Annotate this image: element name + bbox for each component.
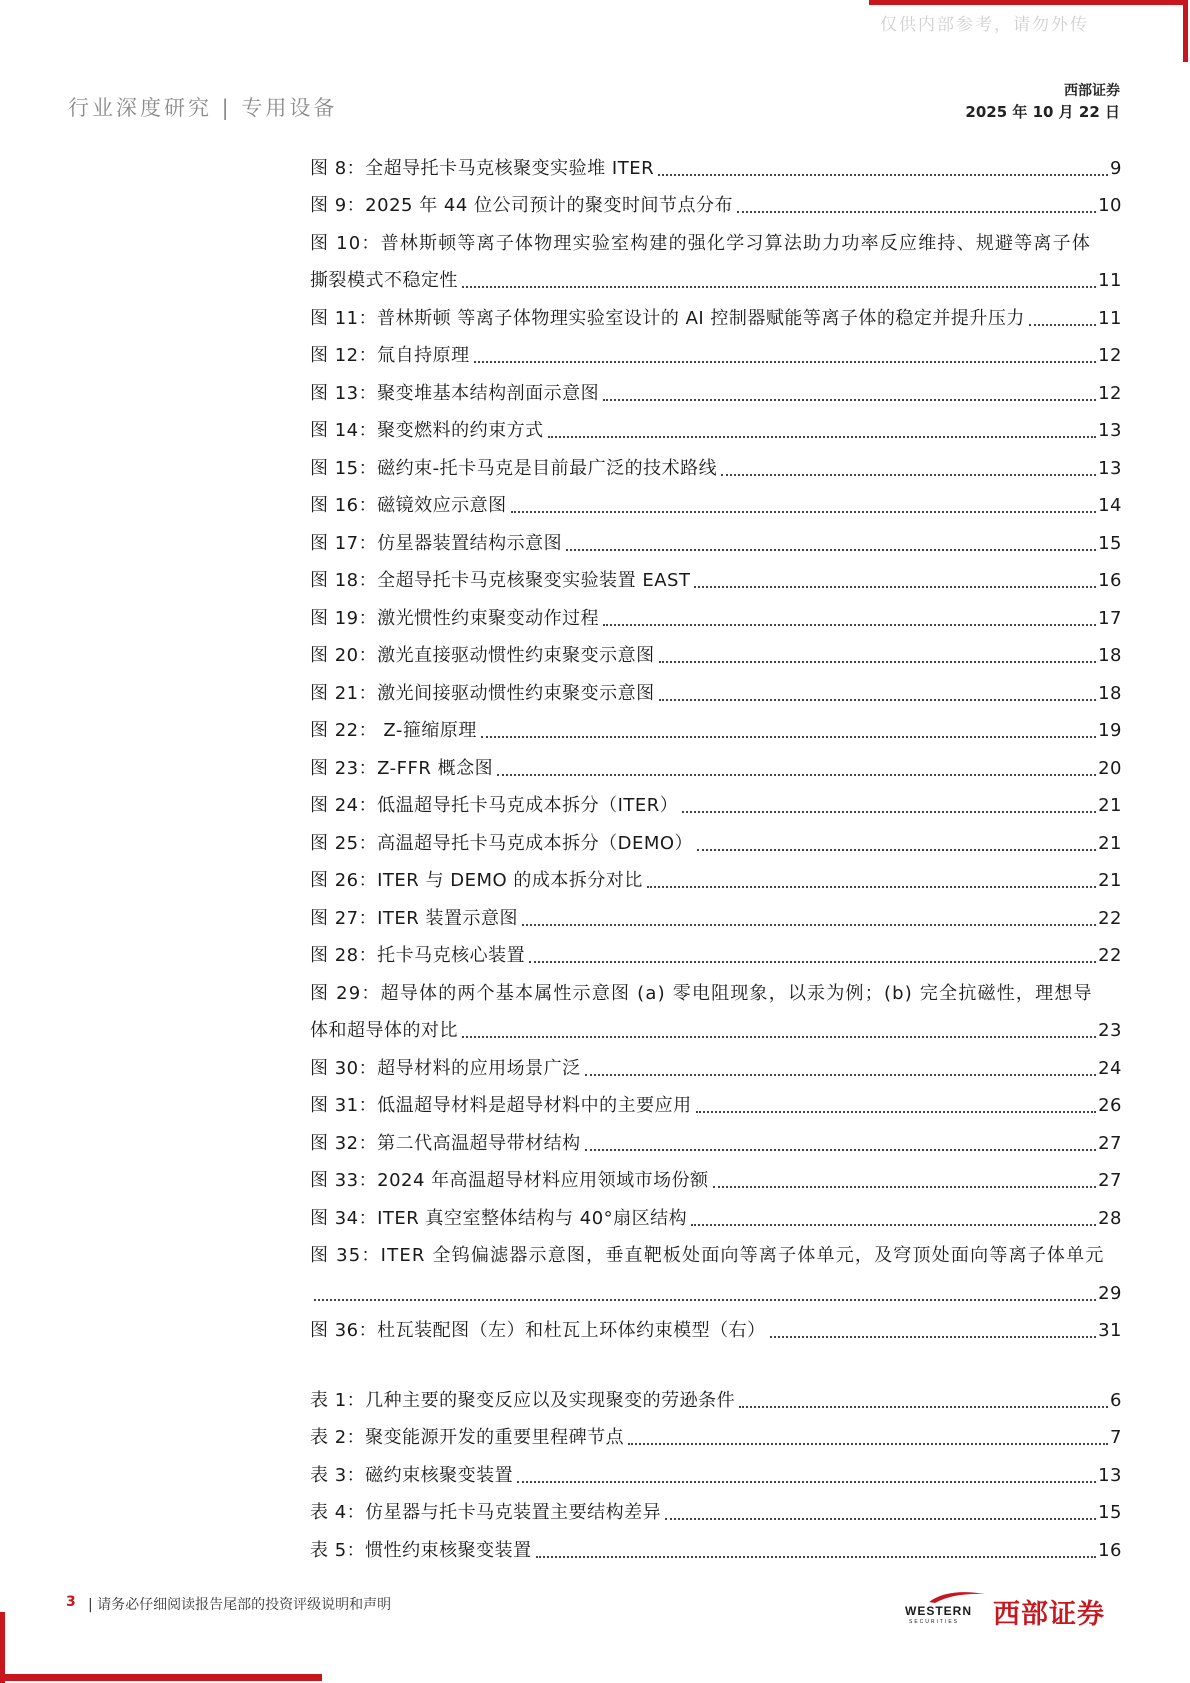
toc-entry-page: 28 [1098, 1207, 1122, 1229]
toc-entry-label: 图 29：超导体的两个基本属性示意图 (a) 零电阻现象，以汞为例；(b) 完全抗磁性，理想导 [310, 982, 1093, 1004]
toc-entry-page: 23 [1098, 1020, 1122, 1041]
toc-entry-page: 15 [1098, 1502, 1122, 1523]
toc-leader-dots [566, 548, 1096, 551]
toc-entry[interactable] [310, 932, 1122, 970]
toc-leader-dots [529, 960, 1096, 963]
toc-entry-page: 13 [1098, 420, 1122, 441]
toc-entry-page: 14 [1098, 495, 1122, 516]
toc-entry-label: 图 35：ITER 全钨偏滤器示意图，垂直靶板处面向等离子体单元，及穹顶处面向等离子体单元 [310, 1245, 1105, 1266]
toc-entry-label: 图 21：激光间接驱动惯性约束聚变示意图 [310, 682, 655, 704]
toc-leader-dots [691, 1223, 1096, 1226]
toc-entry-label: 表 2：聚变能源开发的重要里程碑节点 [310, 1427, 625, 1448]
toc-leader-dots [658, 173, 1108, 176]
toc-entry-page: 24 [1098, 1057, 1122, 1079]
toc-entry-page: 22 [1098, 945, 1122, 966]
toc-leader-dots [659, 660, 1096, 663]
toc-entry[interactable] [310, 1007, 1122, 1045]
footer-bottom-bar [0, 1674, 322, 1681]
toc-entry-label: 图 14：聚变燃料的约束方式 [310, 420, 544, 441]
toc-entry-label: 图 24：低温超导托卡马克成本拆分（ITER） [310, 795, 679, 816]
toc-leader-dots [1029, 323, 1096, 326]
toc-entry[interactable] [310, 894, 1122, 932]
toc-leader-dots [739, 1405, 1108, 1408]
toc-entry-page: 20 [1098, 757, 1122, 779]
toc-entry-page: 19 [1098, 720, 1122, 741]
top-frame-bar [869, 0, 1188, 5]
footer-left-bar [0, 1612, 5, 1683]
toc-entry[interactable] [310, 669, 1122, 707]
toc-entry-page: 22 [1098, 907, 1122, 929]
toc-entry-label: 图 10：普林斯顿等离子体物理实验室构建的强化学习算法助力功率反应维持、规避等离子体 [310, 232, 1092, 254]
logo-english: WESTERN [905, 1604, 972, 1618]
toc-entry-page: 10 [1098, 195, 1122, 216]
toc-entry[interactable] [310, 1119, 1122, 1157]
toc-entry-page: 18 [1098, 645, 1122, 666]
toc-entry[interactable] [310, 294, 1122, 332]
toc-leader-dots [647, 885, 1096, 888]
toc-entry-label: 图 11：普林斯顿 等离子体物理实验室设计的 AI 控制器赋能等离子体的稳定并提升压力 [310, 307, 1025, 329]
toc-entry-label: 图 27：ITER 装置示意图 [310, 907, 519, 929]
toc-leader-dots [474, 360, 1096, 363]
toc-leader-dots [659, 698, 1096, 701]
toc-entry-label: 图 22： Z-箍缩原理 [310, 720, 477, 741]
toc-entry-label: 图 25：高温超导托卡马克成本拆分（DEMO） [310, 832, 694, 854]
logo-swoosh-icon [927, 1590, 987, 1604]
toc-entry-label: 图 26：ITER 与 DEMO 的成本拆分对比 [310, 870, 643, 891]
toc-entry-label: 图 28：托卡马克核心装置 [310, 945, 526, 966]
toc-entry[interactable] [310, 332, 1122, 370]
footer-notice: | 请务必仔细阅读报告尾部的投资评级说明和声明 [88, 1597, 392, 1613]
page-number: 3 [66, 1594, 76, 1610]
toc-entry[interactable] [310, 1269, 1122, 1307]
toc-entry-label: 图 18：全超导托卡马克核聚变实验装置 EAST [310, 570, 691, 591]
toc-leader-dots [536, 1555, 1096, 1558]
toc-leader-dots [770, 1335, 1096, 1338]
toc-entry[interactable] [310, 1082, 1122, 1120]
toc-leader-dots [696, 1110, 1096, 1113]
toc-entry[interactable] [310, 407, 1122, 445]
toc-leader-dots [713, 1185, 1096, 1188]
toc-entry-label: 图 9：2025 年 44 位公司预计的聚变时间节点分布 [310, 195, 734, 216]
toc-leader-dots [603, 398, 1096, 401]
toc-entry-page: 18 [1098, 682, 1122, 704]
toc-entry[interactable] [310, 707, 1122, 745]
toc-leader-dots [462, 1035, 1096, 1038]
toc-entry-page: 11 [1098, 270, 1122, 291]
toc-entry[interactable] [310, 1232, 1122, 1270]
toc-entry-label: 图 36：杜瓦装配图（左）和杜瓦上环体约束模型（右） [310, 1320, 766, 1341]
toc-entry-page: 17 [1098, 607, 1122, 629]
toc-entry-page: 16 [1098, 1539, 1122, 1561]
toc-entry-page: 27 [1098, 1170, 1122, 1191]
toc-entry[interactable] [310, 1526, 1122, 1564]
toc-entry[interactable] [310, 1451, 1122, 1489]
toc-entry[interactable] [310, 482, 1122, 520]
toc-leader-dots [721, 473, 1096, 476]
toc-entry[interactable] [310, 1044, 1122, 1082]
toc-entry[interactable] [310, 1307, 1122, 1345]
toc-entry[interactable] [310, 219, 1122, 257]
toc-entry-page: 9 [1110, 157, 1122, 179]
toc-entry-label: 图 12：氚自持原理 [310, 345, 470, 366]
toc-entry-label: 图 13：聚变堆基本结构剖面示意图 [310, 382, 600, 404]
toc-entry-label: 图 32：第二代高温超导带材结构 [310, 1132, 581, 1154]
toc-entry[interactable] [310, 1376, 1122, 1414]
western-securities-logo [905, 1590, 1120, 1628]
toc-entry-page: 11 [1098, 307, 1122, 329]
toc-entry[interactable] [310, 444, 1122, 482]
toc-leader-dots [511, 510, 1096, 513]
toc-entry-label: 体和超导体的对比 [310, 1020, 458, 1041]
toc-entry-page: 15 [1098, 532, 1122, 554]
toc-leader-dots [585, 1148, 1096, 1151]
toc-leader-dots [665, 1517, 1096, 1520]
toc-entry-page: 31 [1098, 1320, 1122, 1341]
report-category: 行业深度研究 | 专用设备 [68, 96, 338, 120]
toc-entry[interactable] [310, 557, 1122, 595]
toc-entry-page: 21 [1098, 832, 1122, 854]
table-list [310, 1376, 1122, 1564]
toc-entry[interactable] [310, 594, 1122, 632]
toc-entry-label: 表 3：磁约束核聚变装置 [310, 1464, 514, 1486]
toc-entry-page: 26 [1098, 1095, 1122, 1116]
toc-leader-dots [497, 773, 1096, 776]
toc-entry-label: 图 15：磁约束-托卡马克是目前最广泛的技术路线 [310, 457, 718, 479]
toc-entry-label: 图 17：仿星器装置结构示意图 [310, 532, 563, 554]
toc-entry-label: 表 4：仿星器与托卡马克装置主要结构差异 [310, 1502, 662, 1523]
toc-leader-dots [462, 285, 1096, 288]
toc-entry-page: 12 [1098, 382, 1122, 404]
toc-entry[interactable] [310, 1157, 1122, 1195]
toc-leader-dots [522, 923, 1096, 926]
toc-entry[interactable] [310, 969, 1122, 1007]
toc-entry[interactable] [310, 819, 1122, 857]
logo-english-sub: SECURITIES [909, 1619, 960, 1625]
header-brand: 西部证券 [1064, 83, 1120, 99]
toc-entry-label: 图 33：2024 年高温超导材料应用领域市场份额 [310, 1170, 709, 1191]
table-of-contents [310, 144, 1122, 1564]
toc-entry-label: 图 31：低温超导材料是超导材料中的主要应用 [310, 1095, 692, 1116]
toc-entry-label: 图 30：超导材料的应用场景广泛 [310, 1057, 581, 1079]
toc-entry-label: 图 8：全超导托卡马克核聚变实验堆 ITER [310, 157, 655, 179]
toc-entry[interactable] [310, 369, 1122, 407]
report-date: 2025 年 10 月 22 日 [965, 103, 1120, 121]
toc-entry[interactable] [310, 1489, 1122, 1527]
figure-list [310, 144, 1122, 1344]
toc-entry-page: 13 [1098, 1464, 1122, 1486]
toc-entry-page: 13 [1098, 457, 1122, 479]
toc-entry-page: 16 [1098, 570, 1122, 591]
toc-entry-label: 图 16：磁镜效应示意图 [310, 495, 507, 516]
toc-entry-page: 7 [1110, 1427, 1122, 1448]
toc-leader-dots [682, 810, 1096, 813]
toc-entry[interactable] [310, 1414, 1122, 1452]
toc-entry[interactable] [310, 1194, 1122, 1232]
toc-entry-label: 表 5：惯性约束核聚变装置 [310, 1539, 532, 1561]
right-frame-bar [1183, 0, 1188, 62]
toc-entry[interactable] [310, 182, 1122, 220]
toc-entry-page: 27 [1098, 1132, 1122, 1154]
toc-entry-page: 29 [1098, 1282, 1122, 1304]
toc-leader-dots [628, 1442, 1108, 1445]
toc-entry-page: 12 [1098, 345, 1122, 366]
toc-leader-dots [314, 1298, 1096, 1301]
toc-entry-label: 表 1：几种主要的聚变反应以及实现聚变的劳逊条件 [310, 1389, 736, 1411]
toc-entry-label: 图 23：Z-FFR 概念图 [310, 757, 494, 779]
toc-leader-dots [481, 735, 1096, 738]
toc-leader-dots [697, 848, 1096, 851]
toc-entry-label: 图 34：ITER 真空室整体结构与 40°扇区结构 [310, 1207, 688, 1229]
toc-leader-dots [694, 585, 1096, 588]
toc-entry-page: 21 [1098, 795, 1122, 816]
logo-chinese: 西部证券 [993, 1599, 1105, 1630]
toc-entry[interactable] [310, 632, 1122, 670]
toc-entry[interactable] [310, 519, 1122, 557]
toc-entry[interactable] [310, 744, 1122, 782]
toc-entry[interactable] [310, 782, 1122, 820]
toc-entry[interactable] [310, 257, 1122, 295]
toc-entry-label: 撕裂模式不稳定性 [310, 270, 458, 291]
toc-leader-dots [603, 623, 1096, 626]
toc-leader-dots [737, 210, 1096, 213]
toc-entry[interactable] [310, 144, 1122, 182]
toc-entry-page: 6 [1110, 1389, 1122, 1411]
toc-entry-label: 图 19：激光惯性约束聚变动作过程 [310, 607, 600, 629]
toc-leader-dots [548, 435, 1096, 438]
toc-entry-page: 21 [1098, 870, 1122, 891]
watermark: 仅供内部参考，请勿外传 [880, 15, 1089, 35]
toc-leader-dots [517, 1480, 1096, 1483]
toc-entry-label: 图 20：激光直接驱动惯性约束聚变示意图 [310, 645, 655, 666]
toc-entry[interactable] [310, 857, 1122, 895]
toc-leader-dots [585, 1073, 1096, 1076]
